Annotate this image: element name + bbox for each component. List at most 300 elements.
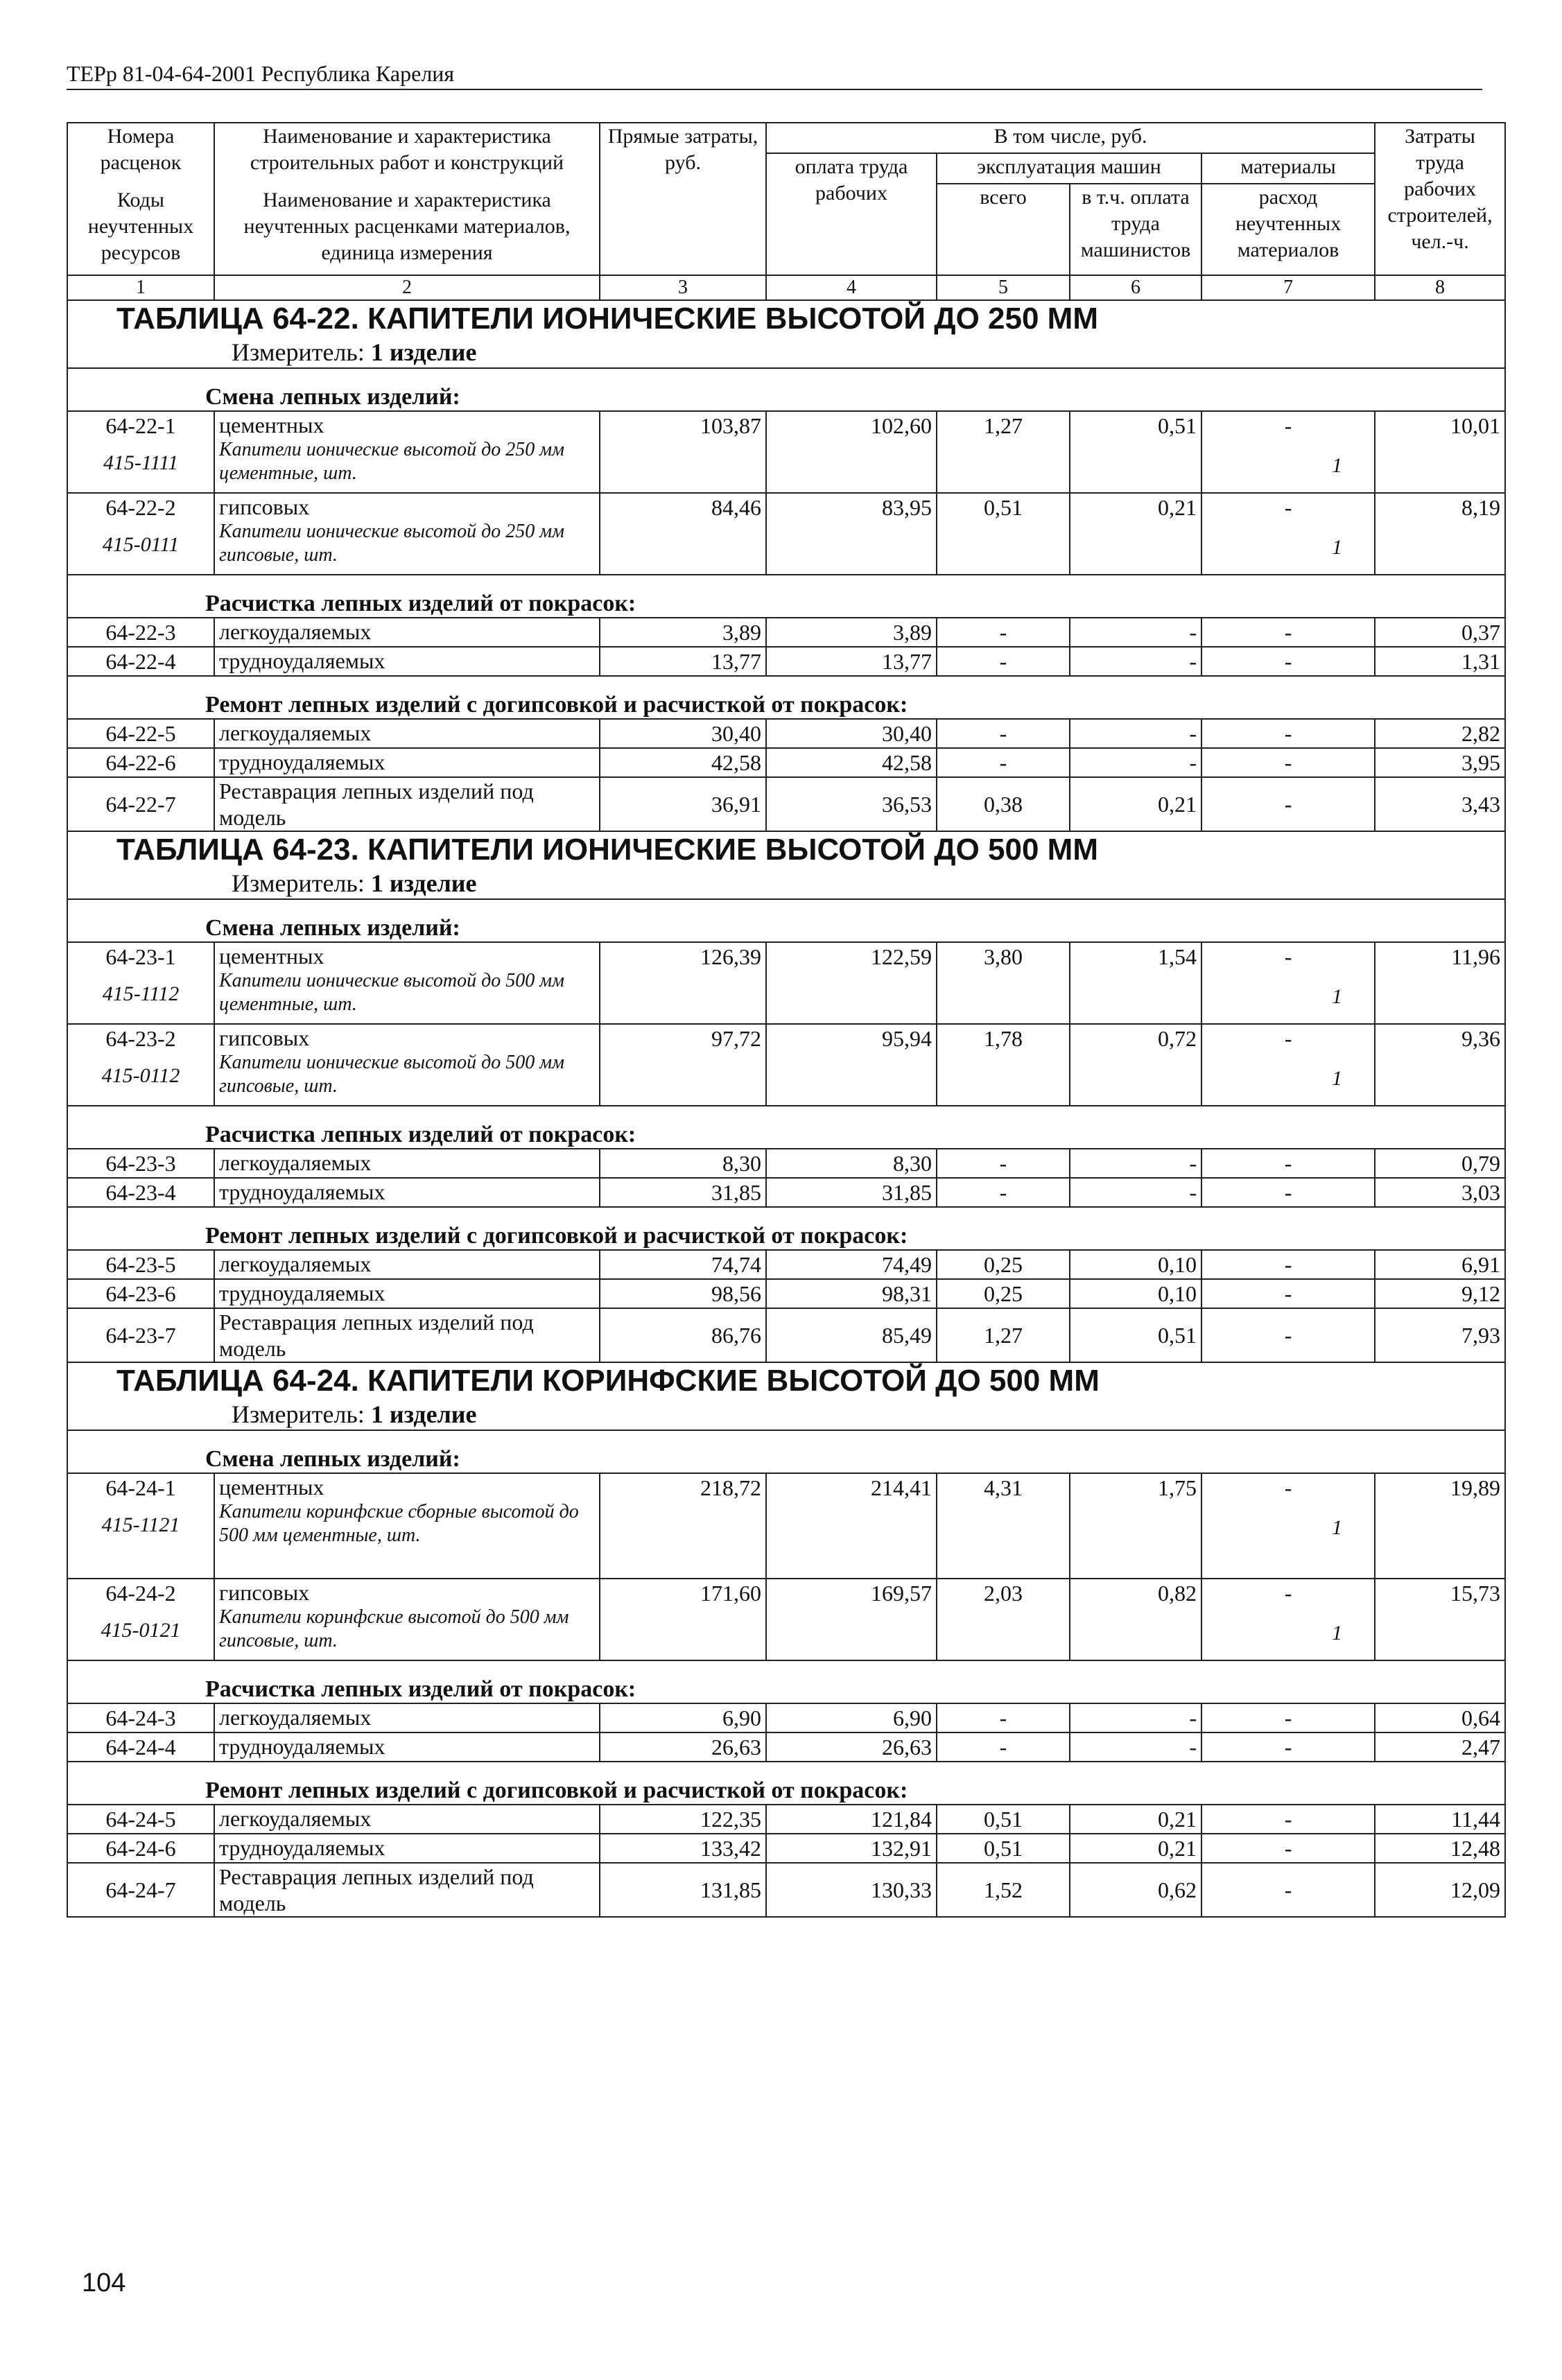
row-name-cell [214,1250,600,1279]
labor-hours: 19,89 [1375,1473,1505,1579]
row-name-cell [214,1732,600,1762]
machinist-cost: 0,21 [1070,777,1201,831]
material-dash: - [1284,1581,1292,1606]
row-name-cell [214,1308,600,1362]
labor-cost: 30,40 [766,719,937,748]
labor-cost: 169,57 [766,1579,937,1660]
material-consumption-cell [1201,942,1375,1024]
direct-cost: 30,40 [600,719,766,748]
meter-label: Измеритель: [232,338,365,366]
material-unit: 1 [1332,1516,1343,1539]
machinist-cost: 0,62 [1070,1863,1201,1917]
machine-cost: 2,03 [937,1579,1070,1660]
material-dash: - [1284,413,1292,438]
labor-cost: 102,60 [766,411,937,493]
machine-cost: 0,51 [937,1805,1070,1834]
row-code-cell [67,1863,214,1917]
table-title-row [67,300,1505,368]
table-heading [67,1362,1505,1430]
machinist-cost: 1,54 [1070,942,1201,1024]
col1-header: Номера расценок Коды неучтенных ресурсов [67,123,214,275]
direct-cost: 8,30 [600,1149,766,1178]
page-number: 104 [82,2268,126,2298]
meter-label: Измеритель: [232,1400,365,1428]
material-consumption-cell [1201,1703,1375,1732]
resource-code: 415-1112 [102,982,180,1005]
material-dash: - [1284,1323,1292,1348]
section-row [67,899,1505,942]
table-meter [72,1399,1500,1430]
row-code-cell [67,1149,214,1178]
group-incl-header: В том числе, руб. [766,123,1375,153]
labor-hours: 9,12 [1375,1279,1505,1308]
section-title: Ремонт лепных изделий с догипсовкой и расчисткой от покрасок: [67,1207,1505,1250]
machine-cost: 0,38 [937,777,1070,831]
machinist-cost: 0,10 [1070,1279,1201,1308]
labor-hours: 3,95 [1375,748,1505,777]
machinist-cost: 0,10 [1070,1250,1201,1279]
material-consumption-cell [1201,1024,1375,1106]
direct-cost: 133,42 [600,1834,766,1863]
row-name: цементных [219,412,324,437]
labor-hours: 0,64 [1375,1703,1505,1732]
row-code-cell [67,1834,214,1863]
col5-header: всего [937,184,1070,275]
section-title: Смена лепных изделий: [67,899,1505,942]
row-code-cell [67,618,214,647]
row-code: 64-24-6 [105,1836,176,1861]
row-code-cell [67,942,214,1024]
labor-cost: 13,77 [766,647,937,676]
machinist-cost: 0,21 [1070,493,1201,575]
row-code: 64-23-4 [105,1180,176,1205]
machinist-cost: - [1070,1178,1201,1207]
resource-code: 415-1111 [103,451,179,474]
material-consumption-cell [1201,777,1375,831]
direct-cost: 31,85 [600,1178,766,1207]
direct-cost: 26,63 [600,1732,766,1762]
row-name-cell [214,493,600,575]
col-number: 8 [1375,275,1505,300]
section-title: Ремонт лепных изделий с догипсовкой и расчисткой от покрасок: [67,676,1505,719]
row-code: 64-24-3 [105,1705,176,1730]
table-row [67,777,1505,831]
labor-hours: 3,03 [1375,1178,1505,1207]
row-code-cell [67,1805,214,1834]
labor-cost: 98,31 [766,1279,937,1308]
col4-header: оплата труда рабочих [766,153,937,275]
row-name: легкоудаляемых [219,720,372,745]
machine-cost: 1,27 [937,411,1070,493]
material-dash: - [1284,944,1292,969]
table-row [67,1308,1505,1362]
meter-label: Измеритель: [232,869,365,897]
col-number: 3 [600,275,766,300]
row-name-cell [214,1805,600,1834]
group-machines-header: эксплуатация машин [937,153,1201,184]
direct-cost: 103,87 [600,411,766,493]
row-code: 64-22-3 [105,620,176,645]
machinist-cost: - [1070,1703,1201,1732]
table-title: ТАБЛИЦА 64-24. КАПИТЕЛИ КОРИНФСКИЕ ВЫСОТОЙ ДО 500 ММ [116,1364,1100,1398]
row-code-cell [67,1178,214,1207]
col-number: 1 [67,275,214,300]
row-name-cell [214,411,600,493]
row-code: 64-24-1 [105,1475,176,1500]
labor-cost: 8,30 [766,1149,937,1178]
table-row [67,493,1505,575]
section-title: Расчистка лепных изделий от покрасок: [67,575,1505,618]
table-row [67,1579,1505,1660]
table-row [67,1250,1505,1279]
machine-cost: - [937,1703,1070,1732]
material-name: Капители коринфские сборные высотой до 500 мм цементные, шт. [219,1501,579,1546]
col7-header: расход неучтенных материалов [1201,184,1375,275]
labor-cost: 130,33 [766,1863,937,1917]
machine-cost: 1,27 [937,1308,1070,1362]
material-dash: - [1284,1180,1292,1205]
row-code: 64-22-7 [105,792,176,817]
machinist-cost: - [1070,719,1201,748]
row-name: легкоудаляемых [219,1705,372,1730]
machine-cost: - [937,1178,1070,1207]
machine-cost: 3,80 [937,942,1070,1024]
row-code-cell [67,1732,214,1762]
table-heading [67,831,1505,899]
labor-cost: 36,53 [766,777,937,831]
row-name: легкоудаляемых [219,1806,372,1831]
labor-cost: 42,58 [766,748,937,777]
row-code-cell [67,1703,214,1732]
material-consumption-cell [1201,618,1375,647]
labor-hours: 9,36 [1375,1024,1505,1106]
resource-code: 415-0121 [101,1619,181,1642]
direct-cost: 42,58 [600,748,766,777]
row-code-cell [67,1250,214,1279]
material-consumption-cell [1201,1308,1375,1362]
row-name: Реставрация лепных изделий под модель [219,1864,534,1916]
row-code-cell [67,1579,214,1660]
table-title: ТАБЛИЦА 64-22. КАПИТЕЛИ ИОНИЧЕСКИЕ ВЫСОТОЙ ДО 250 ММ [116,302,1098,336]
table-heading [67,300,1505,368]
row-name-cell [214,1579,600,1660]
labor-hours: 15,73 [1375,1579,1505,1660]
machine-cost: 4,31 [937,1473,1070,1579]
direct-cost: 13,77 [600,647,766,676]
labor-cost: 122,59 [766,942,937,1024]
row-code: 64-22-1 [105,413,176,438]
row-code: 64-23-2 [105,1026,176,1051]
material-dash: - [1284,1151,1292,1176]
direct-cost: 122,35 [600,1805,766,1834]
section-row [67,368,1505,411]
material-dash: - [1284,495,1292,520]
material-consumption-cell [1201,1149,1375,1178]
machine-cost: 0,25 [937,1250,1070,1279]
table-row [67,618,1505,647]
labor-hours: 2,82 [1375,719,1505,748]
row-name-cell [214,618,600,647]
material-consumption-cell [1201,1473,1375,1579]
table-row [67,647,1505,676]
row-code-cell [67,411,214,493]
meter-value: 1 изделие [370,869,477,897]
row-name: трудноудаляемых [219,648,385,673]
row-code: 64-24-4 [105,1735,176,1760]
direct-cost: 36,91 [600,777,766,831]
resource-code: 415-0112 [101,1064,180,1087]
machine-cost: - [937,1149,1070,1178]
machinist-cost: 0,72 [1070,1024,1201,1106]
document-header: ТЕРр 81-04-64-2001 Республика Карелия [67,61,455,86]
material-consumption-cell [1201,1834,1375,1863]
col8-header: Затраты труда рабочих строителей, чел.-ч. [1375,123,1505,275]
material-consumption-cell [1201,1579,1375,1660]
material-dash: - [1284,721,1292,746]
material-dash: - [1284,1705,1292,1730]
labor-hours: 1,31 [1375,647,1505,676]
direct-cost: 131,85 [600,1863,766,1917]
material-dash: - [1284,1836,1292,1861]
machinist-cost: - [1070,748,1201,777]
resource-code: 415-0111 [102,533,180,556]
col-number: 5 [937,275,1070,300]
row-code-cell [67,1024,214,1106]
material-consumption-cell [1201,1863,1375,1917]
labor-hours: 0,79 [1375,1149,1505,1178]
labor-cost: 132,91 [766,1834,937,1863]
material-unit: 1 [1332,536,1343,559]
table-row [67,1863,1505,1917]
table-row [67,1178,1505,1207]
material-name: Капители ионические высотой до 250 мм цементные, шт. [219,439,564,484]
direct-cost: 126,39 [600,942,766,1024]
section-row [67,676,1505,719]
row-name: легкоудаляемых [219,1251,372,1276]
machinist-cost: 0,51 [1070,411,1201,493]
material-name: Капители коринфские высотой до 500 мм гипсовые, шт. [219,1606,569,1651]
row-code-cell [67,777,214,831]
col-number: 4 [766,275,937,300]
material-dash: - [1284,1252,1292,1277]
material-unit: 1 [1332,454,1343,477]
material-consumption-cell [1201,719,1375,748]
table-title-row [67,1362,1505,1430]
table-row [67,1834,1505,1863]
labor-hours: 12,48 [1375,1834,1505,1863]
labor-cost: 95,94 [766,1024,937,1106]
material-name: Капители ионические высотой до 500 мм цементные, шт. [219,970,564,1015]
row-code-cell [67,1308,214,1362]
labor-hours: 11,96 [1375,942,1505,1024]
machinist-cost: 0,21 [1070,1834,1201,1863]
row-code: 64-22-2 [105,495,176,520]
row-name: трудноудаляемых [219,1280,385,1305]
material-consumption-cell [1201,748,1375,777]
material-name: Капители ионические высотой до 250 мм гипсовые, шт. [219,521,564,566]
material-dash: - [1284,792,1292,817]
machinist-cost: - [1070,1732,1201,1762]
table-title-row [67,831,1505,899]
machine-cost: 1,52 [937,1863,1070,1917]
direct-cost: 6,90 [600,1703,766,1732]
material-consumption-cell [1201,411,1375,493]
labor-hours: 3,43 [1375,777,1505,831]
material-dash: - [1284,649,1292,674]
section-title: Смена лепных изделий: [67,1430,1505,1473]
material-consumption-cell [1201,647,1375,676]
material-name: Капители ионические высотой до 500 мм гипсовые, шт. [219,1052,564,1097]
row-code: 64-22-5 [105,721,176,746]
price-table [67,122,1506,1918]
labor-cost: 214,41 [766,1473,937,1579]
machine-cost: 0,51 [937,493,1070,575]
table-row [67,1805,1505,1834]
material-dash: - [1284,1026,1292,1051]
direct-cost: 97,72 [600,1024,766,1106]
row-name-cell [214,1834,600,1863]
section-row [67,1106,1505,1149]
table-row [67,1024,1505,1106]
section-title: Ремонт лепных изделий с догипсовкой и расчисткой от покрасок: [67,1762,1505,1805]
table-row [67,942,1505,1024]
row-name: трудноудаляемых [219,1179,385,1204]
labor-hours: 2,47 [1375,1732,1505,1762]
direct-cost: 84,46 [600,493,766,575]
row-code: 64-24-2 [105,1581,176,1606]
labor-cost: 3,89 [766,618,937,647]
direct-cost: 171,60 [600,1579,766,1660]
labor-hours: 12,09 [1375,1863,1505,1917]
row-name: легкоудаляемых [219,619,372,644]
row-name-cell [214,777,600,831]
material-consumption-cell [1201,1732,1375,1762]
section-row [67,1762,1505,1805]
row-code: 64-22-6 [105,750,176,775]
col-number: 6 [1070,275,1201,300]
row-name-cell [214,1473,600,1579]
table-row [67,748,1505,777]
table-meter [72,337,1500,367]
table-title: ТАБЛИЦА 64-23. КАПИТЕЛИ ИОНИЧЕСКИЕ ВЫСОТОЙ ДО 500 ММ [116,833,1098,867]
row-name: гипсовых [219,1025,310,1050]
machinist-cost: 0,82 [1070,1579,1201,1660]
row-code-cell [67,1279,214,1308]
row-code-cell [67,1473,214,1579]
machinist-cost: - [1070,618,1201,647]
material-unit: 1 [1332,1067,1343,1090]
row-code: 64-23-3 [105,1151,176,1176]
row-code-cell [67,647,214,676]
row-name: трудноудаляемых [219,1734,385,1759]
material-consumption-cell [1201,1279,1375,1308]
labor-hours: 6,91 [1375,1250,1505,1279]
row-name-cell [214,1863,600,1917]
row-code-cell [67,748,214,777]
machine-cost: - [937,1732,1070,1762]
material-unit: 1 [1332,1622,1343,1644]
col-number: 2 [214,275,600,300]
machinist-cost: 0,51 [1070,1308,1201,1362]
header-rule [67,89,1482,90]
row-name-cell [214,1149,600,1178]
row-code: 64-23-1 [105,944,176,969]
table-row [67,1473,1505,1579]
column-numbers-row [67,275,1505,300]
material-consumption-cell [1201,1178,1375,1207]
labor-cost: 83,95 [766,493,937,575]
labor-cost: 31,85 [766,1178,937,1207]
row-name: трудноудаляемых [219,1835,385,1860]
direct-cost: 74,74 [600,1250,766,1279]
row-code: 64-24-7 [105,1877,176,1902]
row-name-cell [214,1024,600,1106]
table-row [67,719,1505,748]
material-consumption-cell [1201,1250,1375,1279]
labor-cost: 121,84 [766,1805,937,1834]
section-row [67,1660,1505,1703]
row-code: 64-23-7 [105,1323,176,1348]
material-dash: - [1284,1877,1292,1902]
col3-header: Прямые затраты, руб. [600,123,766,275]
col-number: 7 [1201,275,1375,300]
material-dash: - [1284,750,1292,775]
table-row [67,411,1505,493]
section-row [67,1207,1505,1250]
col6-header: в т.ч. оплата труда машинистов [1070,184,1201,275]
group-materials-header: материалы [1201,153,1375,184]
meter-value: 1 изделие [370,1400,477,1428]
machinist-cost: - [1070,647,1201,676]
col2-header: Наименование и характеристика строительных работ и конструкций Наименование и характеристика неучтенных расценками материалов, единица измерения [214,123,600,275]
machine-cost: 0,51 [937,1834,1070,1863]
labor-cost: 26,63 [766,1732,937,1762]
resource-code: 415-1121 [101,1513,180,1536]
table-row [67,1703,1505,1732]
material-dash: - [1284,1475,1292,1500]
table-row [67,1279,1505,1308]
machine-cost: - [937,618,1070,647]
row-code: 64-23-5 [105,1252,176,1277]
row-name: Реставрация лепных изделий под модель [219,779,534,830]
row-name-cell [214,647,600,676]
machinist-cost: 1,75 [1070,1473,1201,1579]
material-dash: - [1284,1807,1292,1832]
labor-hours: 11,44 [1375,1805,1505,1834]
row-code-cell [67,719,214,748]
direct-cost: 3,89 [600,618,766,647]
row-name: гипсовых [219,494,310,519]
row-code: 64-23-6 [105,1281,176,1306]
labor-hours: 0,37 [1375,618,1505,647]
machine-cost: - [937,748,1070,777]
material-consumption-cell [1201,493,1375,575]
row-name-cell [214,719,600,748]
machine-cost: 1,78 [937,1024,1070,1106]
direct-cost: 86,76 [600,1308,766,1362]
direct-cost: 218,72 [600,1473,766,1579]
labor-cost: 74,49 [766,1250,937,1279]
row-name-cell [214,748,600,777]
labor-cost: 85,49 [766,1308,937,1362]
row-name: гипсовых [219,1580,310,1605]
row-code: 64-24-5 [105,1807,176,1832]
row-name-cell [214,1178,600,1207]
row-name-cell [214,1279,600,1308]
material-consumption-cell [1201,1805,1375,1834]
labor-hours: 7,93 [1375,1308,1505,1362]
material-dash: - [1284,1735,1292,1760]
